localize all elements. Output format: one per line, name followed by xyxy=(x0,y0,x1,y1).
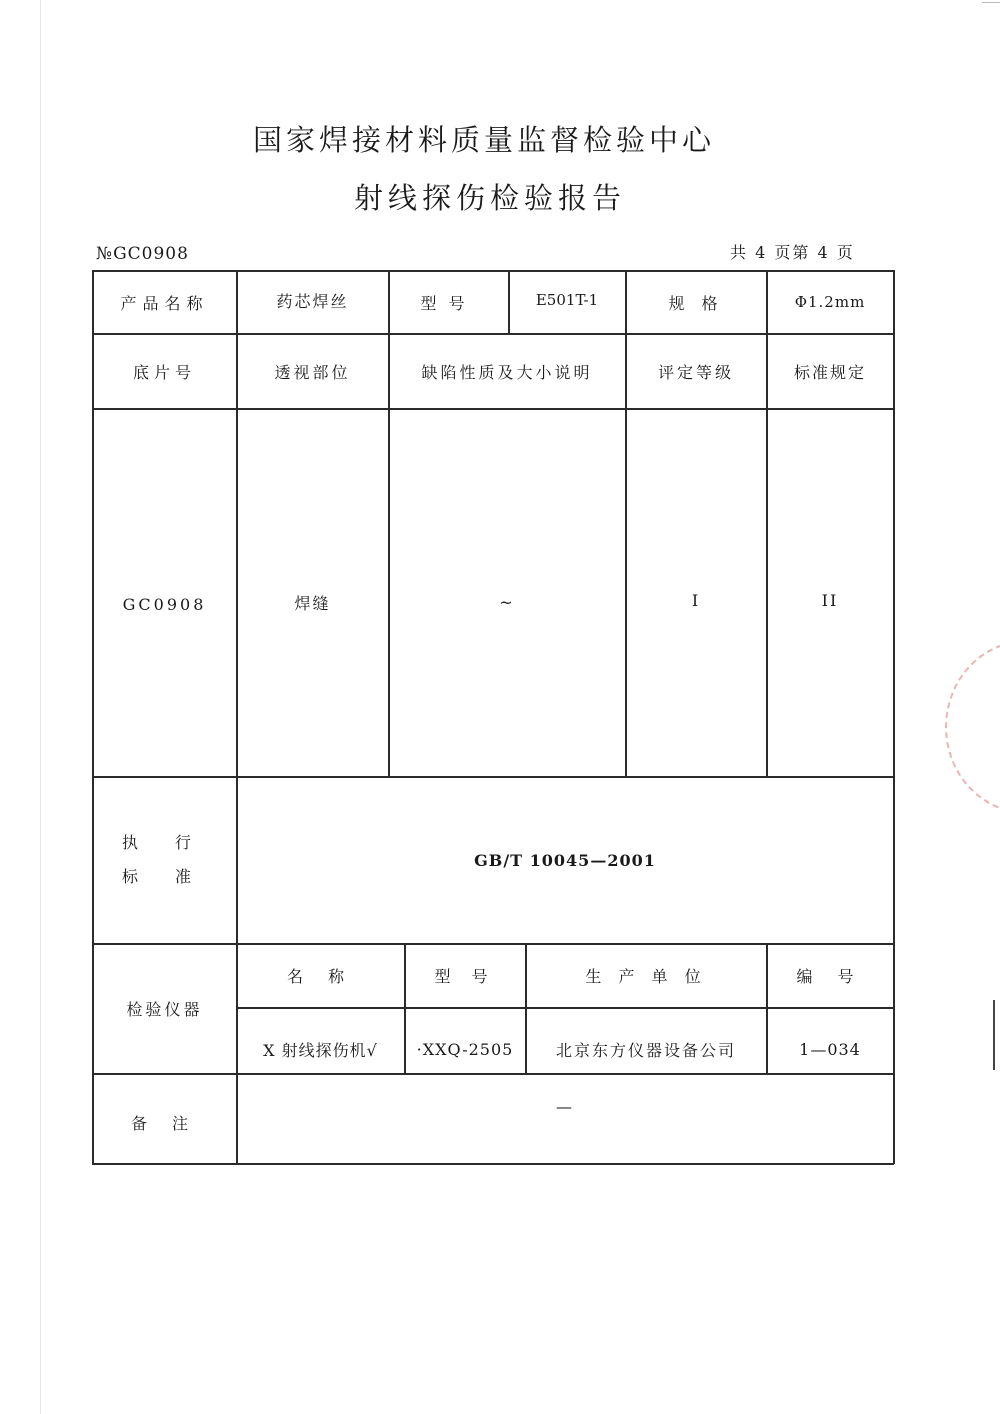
remarks-label: 备 注 xyxy=(130,1113,199,1133)
remarks-value: — xyxy=(556,1096,574,1116)
instrument-maker-value: 北京东方仪器设备公司 xyxy=(555,1040,736,1060)
org-title: 国家焊接材料质量监督检验中心 xyxy=(252,123,715,157)
report-title: 射线探伤检验报告 xyxy=(353,181,626,215)
doc-number: №GC0908 xyxy=(96,244,189,264)
col-film-no: 底片号 xyxy=(132,362,196,382)
instrument-header-model: 型 号 xyxy=(434,967,496,986)
spec-label: 规 格 xyxy=(668,293,724,313)
execution-label xyxy=(93,777,236,943)
table-rule xyxy=(893,270,895,1164)
instrument-model-value: ·XXQ-2505 xyxy=(416,1039,514,1059)
instrument-name-value: X 射线探伤机√ xyxy=(263,1040,378,1060)
model-value: E501T-1 xyxy=(535,291,599,309)
model-label: 型号 xyxy=(420,293,477,313)
col-defect: 缺陷性质及大小说明 xyxy=(421,362,593,382)
execution-label-line2: 标 准 xyxy=(121,867,208,886)
instrument-header-number: 编 号 xyxy=(796,967,864,986)
instrument-number-value: 1—034 xyxy=(799,1039,861,1059)
col-standard: 标准规定 xyxy=(793,362,866,382)
record-position: 焊缝 xyxy=(294,593,331,613)
instrument-header-maker: 生 产 单 位 xyxy=(585,967,707,986)
instrument-label: 检验仪器 xyxy=(126,1000,203,1019)
instrument-header-name: 名 称 xyxy=(286,967,355,986)
col-rating: 评定等级 xyxy=(657,362,734,382)
scan-edge-mark xyxy=(993,1000,995,1070)
page-info: 共 4 页第 4 页 xyxy=(730,243,855,262)
record-defect: ~ xyxy=(499,592,515,612)
record-rating: I xyxy=(691,590,701,610)
col-position: 透视部位 xyxy=(274,362,351,382)
record-standard: II xyxy=(821,590,839,610)
execution-label-line1: 执 行 xyxy=(121,833,208,852)
spec-value: Φ1.2mm xyxy=(794,293,866,311)
product-name-label: 产品名称 xyxy=(120,293,209,313)
product-name-value: 药芯焊丝 xyxy=(276,291,349,311)
execution-standard-value: GB/T 10045—2001 xyxy=(474,850,656,870)
record-film-no: GC0908 xyxy=(122,594,207,614)
